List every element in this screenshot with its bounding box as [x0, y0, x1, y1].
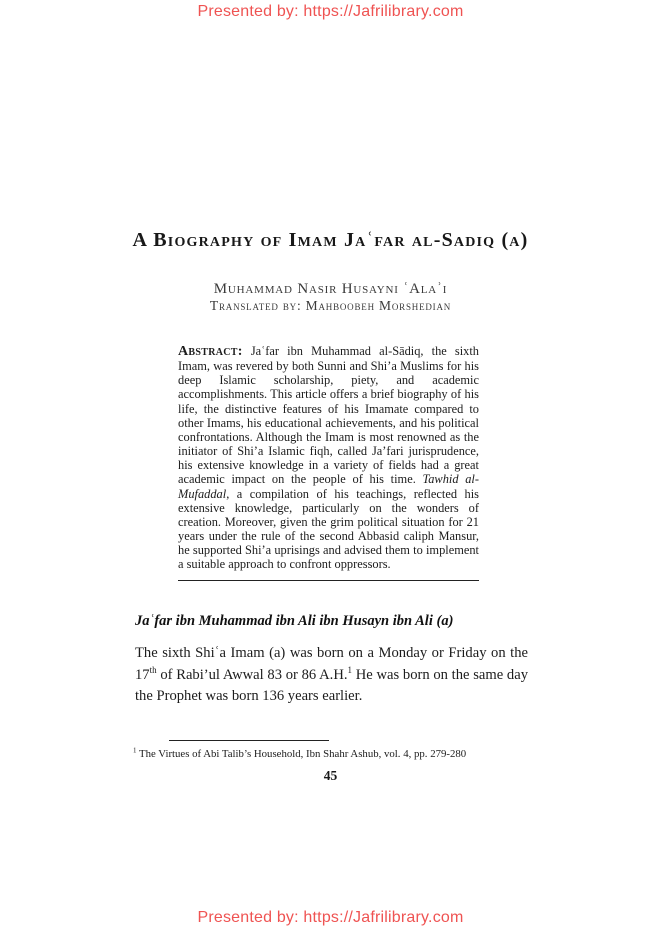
- abstract-text-1: Jaʿfar ibn Muhammad al-Sādiq, the sixth Imam, was revered by both Sunni and Shi’a Muslims for his deep Islamic scholarship, piety, and academic accomplishments. This article offers a brief biography of his life, the distinctive features of his Imamate compared to other Imams, his educational achievements, and his political confrontations. Although the Imam is most renowned as the initiator of Shi’a Islamic fiqh, called Ja’fari jurisprudence, his extensive knowledge in a variety of fields had a great academic impact on the people of his time.: [178, 344, 479, 487]
- ordinal-superscript: th: [149, 664, 157, 675]
- body-text-2: of Rabi’ul Awwal 83 or 86 A.H.: [156, 666, 348, 683]
- body-text-3: He was born on the same day the Prophet was born 136 years earlier.: [135, 666, 529, 705]
- abstract-divider: [178, 580, 479, 581]
- watermark-link-bottom[interactable]: Presented by: https://Jafrilibrary.com: [197, 909, 464, 926]
- footnote-divider: [169, 740, 329, 741]
- footnote: [133, 748, 533, 761]
- abstract-label: Abstract:: [178, 344, 243, 359]
- abstract-block: [178, 344, 479, 572]
- article-title: A Biography of Imam Jaʿfar al-Sadiq (a): [132, 229, 529, 251]
- watermark-link-top[interactable]: Presented by: https://Jafrilibrary.com: [197, 3, 464, 20]
- author-name: Muhammad Nasir Husayni ʿAlaʾi: [213, 281, 448, 297]
- footnote-text: The Virtues of Abi Talib’s Household, Ibn Shahr Ashub, vol. 4, pp. 279-280: [136, 748, 467, 760]
- translator-line: Translated by: Mahboobeh Morshedian: [209, 298, 452, 313]
- abstract-text-2: , a compilation of his teachings, reflected his extensive knowledge, particularly on the wonders of creation. Moreover, given the grim political situation for 21 years under the rule of the second Abbasid caliph Mansur, he supported Shi’a uprisings and advised them to implement a suitable approach to confront oppressors.: [178, 486, 479, 572]
- section-heading: Jaʿfar ibn Muhammad ibn Ali ibn Husayn ibn Ali (a): [135, 613, 454, 629]
- footnote-marker: 1: [133, 746, 137, 755]
- page-number: 45: [323, 768, 338, 783]
- body-paragraph: [135, 643, 528, 708]
- abstract-book-title: Tawhid al-Mufaddal: [178, 472, 479, 501]
- body-text-1: The sixth Shiʿa Imam (a) was born on a Monday or Friday on the 17: [135, 645, 528, 683]
- footnote-reference[interactable]: 1: [347, 664, 353, 675]
